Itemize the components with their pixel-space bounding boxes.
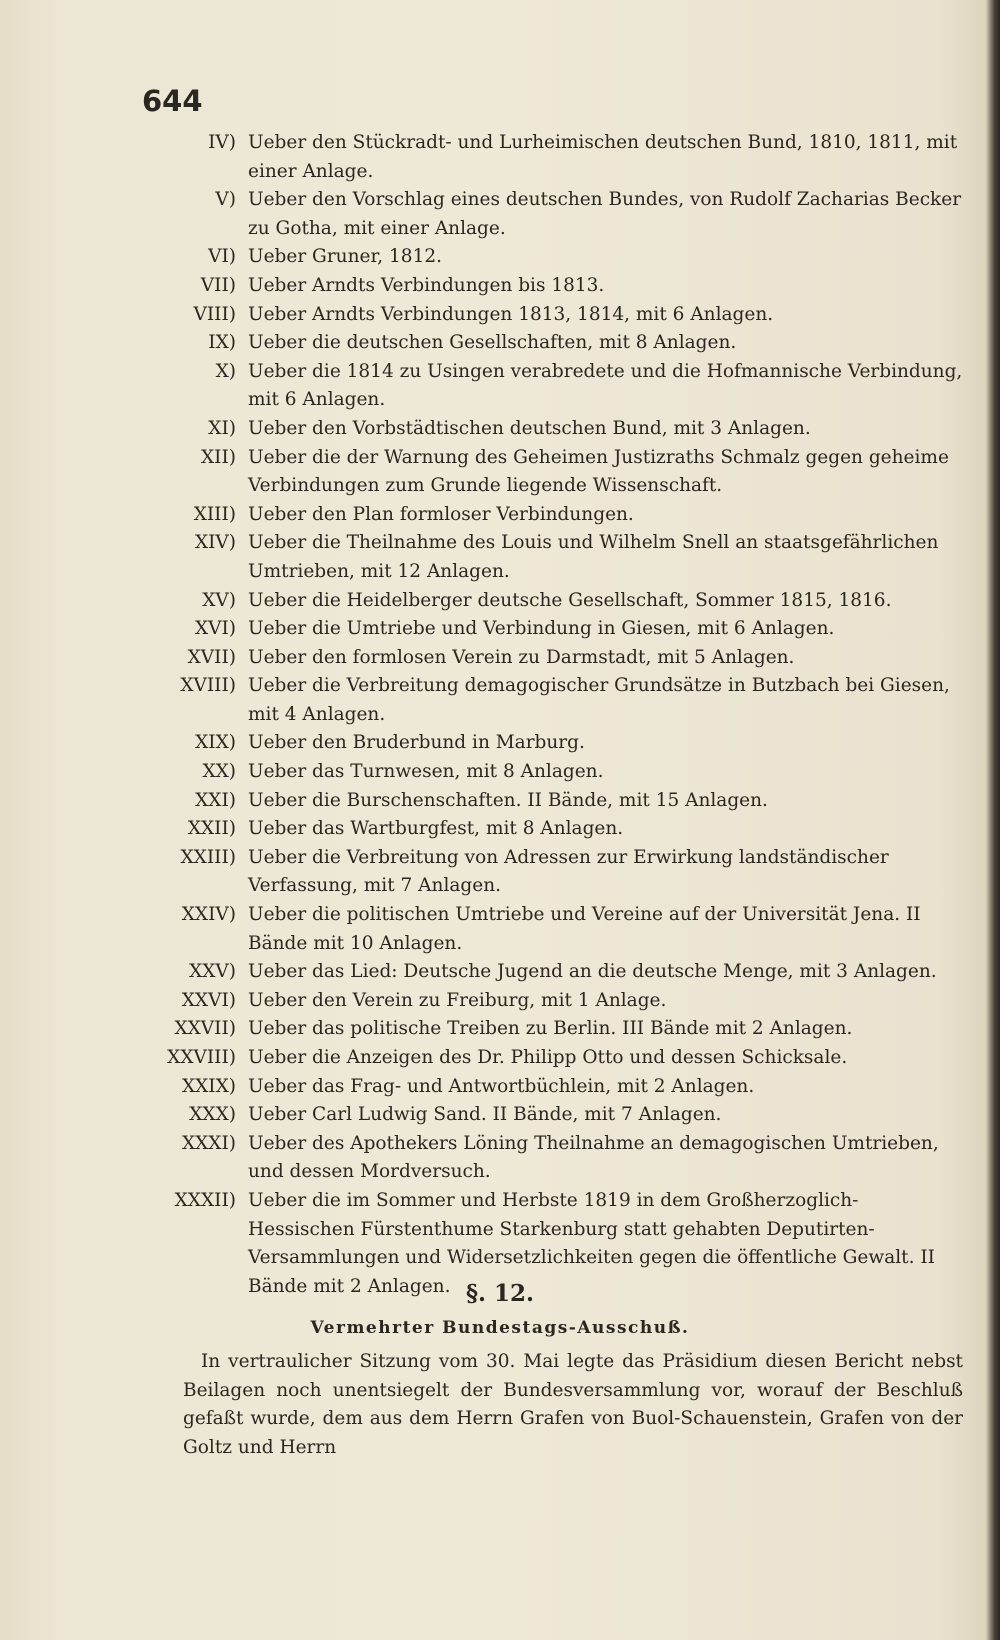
entry-text: Ueber die Anzeigen des Dr. Philipp Otto und dessen Schicksale. [248, 1047, 848, 1068]
list-item [120, 844, 965, 901]
entry-number: VII) [200, 274, 236, 296]
entry-text: Ueber das Turnwesen, mit 8 Anlagen. [248, 761, 604, 783]
entry-text: Ueber den Vorbstädtischen deutschen Bund, mit 3 Anlagen. [248, 417, 811, 439]
entry-number: XIX) [195, 732, 236, 754]
list-item [120, 358, 965, 415]
entry-number: XXXII) [174, 1189, 236, 1211]
list-item [120, 186, 965, 243]
entry-text: Ueber die Umtriebe und Verbindung in Giesen, mit 6 Anlagen. [248, 618, 835, 640]
entry-number: XIII) [193, 503, 236, 525]
entry-text: Ueber Carl Ludwig Sand. II Bände, mit 7 Anlagen. [248, 1104, 722, 1126]
entry-number: XXXI) [181, 1132, 236, 1154]
entry-number: XVII) [187, 646, 236, 668]
entry-text: Ueber des Apothekers Löning Theilnahme an demagogischen Umtrieben, und dessen Mordversuch. [248, 1132, 939, 1183]
list-item [120, 329, 965, 358]
entry-text: Ueber die 1814 zu Usingen verabredete und die Hofmannische Verbindung, mit 6 Anlagen. [248, 360, 963, 411]
entry-number: VIII) [193, 303, 236, 325]
list-item [120, 758, 965, 787]
list-item [120, 1130, 965, 1187]
body-paragraph: In vertraulicher Sitzung vom 30. Mai legte das Präsidium diesen Bericht nebst Beilagen noch unentsiegelt der Bundesversammlung vor, worauf der Beschluß gefaßt wurde, dem aus dem Herrn Grafen von Buol-Schauenstein, Grafen von der Goltz und Herrn [183, 1351, 963, 1458]
entry-number: XXX) [189, 1104, 236, 1126]
page-number: 644 [142, 84, 203, 118]
list-item [120, 415, 965, 444]
list-item [120, 787, 965, 816]
list-item [120, 444, 965, 501]
list-item [120, 587, 965, 616]
entry-text: Ueber das Lied: Deutsche Jugend an die deutsche Menge, mit 3 Anlagen. [248, 961, 937, 983]
entry-text: Ueber die der Warnung des Geheimen Justizraths Schmalz gegen geheime Verbindungen zum Grunde liegende Wissenschaft. [248, 446, 949, 497]
entry-text: Ueber die Heidelberger deutsche Gesellschaft, Sommer 1815, 1816. [248, 589, 892, 611]
entry-text: Ueber den Vorschlag eines deutschen Bundes, von Rudolf Zacharias Becker zu Gotha, mit einer Anlage. [248, 189, 962, 239]
entry-text: Ueber die Verbreitung demagogischer Grundsätze in Butzbach bei Giesen, mit 4 Anlagen. [248, 675, 950, 725]
list-item [120, 615, 965, 644]
list-item [120, 1015, 965, 1044]
section-title: Vermehrter Bundestags-Ausschuß. [310, 1318, 690, 1338]
list-item [120, 729, 965, 758]
section-number: §. 12. [465, 1280, 535, 1307]
list-item [120, 672, 965, 729]
entry-text: Ueber die politischen Umtriebe und Vereine auf der Universität Jena. II Bände mit 10 Anlagen. [248, 904, 921, 954]
entry-text: Ueber die im Sommer und Herbste 1819 in dem Großherzoglich-Hessischen Fürstenthume Starkenburg statt gehabten Deputirten-Versammlungen und Widersetzlichkeiten gegen die öffentliche Gewalt. II Bände mit 2 Anlagen. [248, 1189, 935, 1297]
entry-number: XXVIII) [167, 1047, 236, 1068]
list-item [120, 1073, 965, 1102]
list-item [120, 958, 965, 987]
page-edge-shadow [986, 0, 1000, 1640]
list-item [120, 529, 965, 586]
list-item [120, 987, 965, 1016]
entry-text: Ueber den Plan formloser Verbindungen. [248, 503, 634, 525]
entry-text: Ueber die Burschenschaften. II Bände, mit 15 Anlagen. [248, 789, 768, 811]
entry-number: IV) [208, 132, 236, 153]
entry-number: XX) [202, 761, 236, 783]
entry-text: Ueber das politische Treiben zu Berlin. III Bände mit 2 Anlagen. [248, 1018, 853, 1040]
entry-text: Ueber den formlosen Verein zu Darmstadt, mit 5 Anlagen. [248, 646, 795, 668]
list-item [120, 1044, 965, 1073]
entry-number: XXVII) [174, 1018, 236, 1040]
entry-text: Ueber das Frag- und Antwortbüchlein, mit 2 Anlagen. [248, 1075, 755, 1097]
list-item [120, 272, 965, 301]
entry-number: XXIV) [181, 904, 236, 926]
list-item [120, 501, 965, 530]
entry-text: Ueber Gruner, 1812. [248, 246, 442, 268]
entry-text: Ueber den Stückradt- und Lurheimischen deutschen Bund, 1810, 1811, mit einer Anlage. [248, 132, 958, 182]
list-item [120, 301, 965, 330]
list-item [120, 644, 965, 673]
entry-text: Ueber die deutschen Gesellschaften, mit 8 Anlagen. [248, 332, 737, 354]
entry-number: XII) [200, 446, 236, 468]
entry-number: XXVI) [181, 989, 236, 1011]
list-item [120, 1101, 965, 1130]
entry-number: XIV) [194, 532, 236, 554]
entry-text: Ueber die Verbreitung von Adressen zur Erwirkung landständischer Verfassung, mit 7 Anlagen. [248, 846, 889, 897]
entry-number: XXIII) [180, 846, 236, 868]
entry-number: XXII) [187, 818, 236, 840]
entry-number: XXV) [189, 961, 236, 983]
entry-text: Ueber das Wartburgfest, mit 8 Anlagen. [248, 818, 624, 840]
entry-text: Ueber den Verein zu Freiburg, mit 1 Anlage. [248, 989, 667, 1011]
entry-text: Ueber die Theilnahme des Louis und Wilhelm Snell an staatsgefährlichen Umtrieben, mit 12 Anlagen. [248, 532, 939, 582]
entry-number: XI) [208, 417, 236, 439]
report-entries-list [120, 129, 965, 1301]
entry-number: XV) [202, 589, 236, 611]
entry-number: X) [215, 360, 236, 382]
list-item [120, 901, 965, 958]
entry-number: XVIII) [180, 675, 236, 697]
entry-number: XXIX) [181, 1075, 236, 1097]
entry-number: V) [215, 189, 236, 211]
entry-text: Ueber Arndts Verbindungen 1813, 1814, mit 6 Anlagen. [248, 303, 774, 325]
list-item [120, 243, 965, 272]
list-item [120, 129, 965, 186]
entry-number: VI) [208, 246, 236, 268]
entry-text: Ueber den Bruderbund in Marburg. [248, 732, 585, 754]
entry-number: IX) [208, 332, 236, 354]
entry-text: Ueber Arndts Verbindungen bis 1813. [248, 274, 605, 296]
list-item [120, 815, 965, 844]
entry-number: XVI) [194, 618, 236, 640]
entry-number: XXI) [195, 789, 236, 811]
